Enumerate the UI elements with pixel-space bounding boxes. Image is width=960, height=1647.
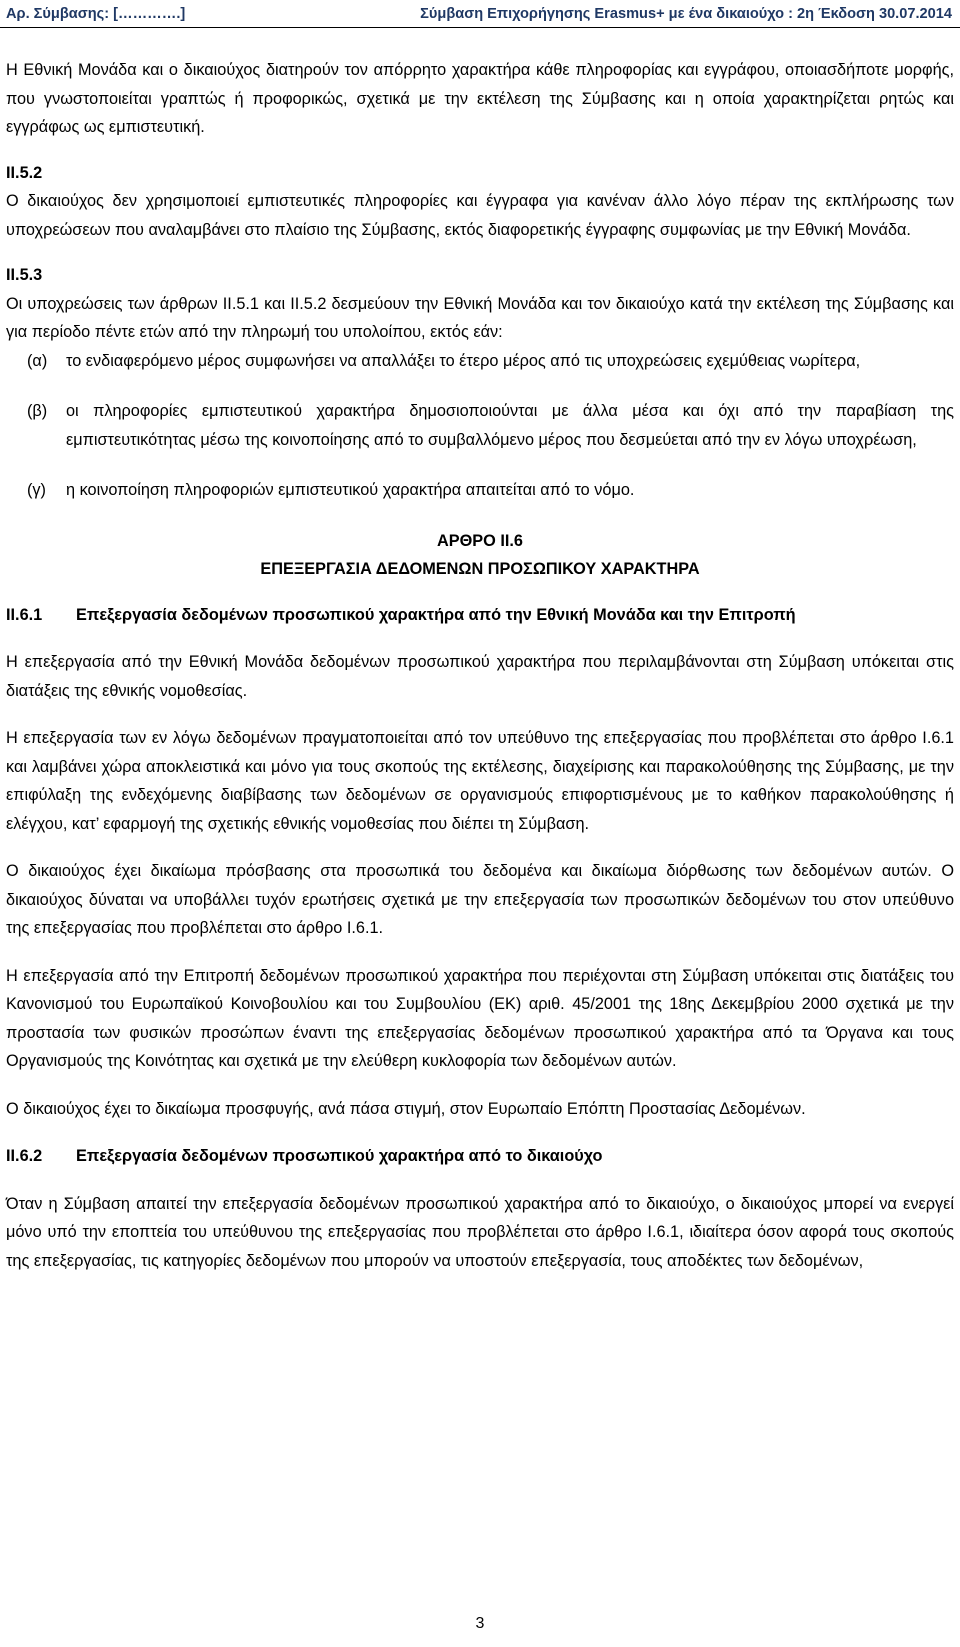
list-marker: (γ) xyxy=(27,481,46,499)
page-header xyxy=(0,0,960,28)
section-heading xyxy=(6,1142,954,1171)
article-title: ΕΠΕΞΕΡΓΑΣΙΑ ΔΕΔΟΜΕΝΩΝ ΠΡΟΣΩΠΙΚΟΥ ΧΑΡΑΚΤΗΡΑ xyxy=(260,560,700,578)
list-item xyxy=(6,347,954,376)
section-ii-5-3 xyxy=(6,261,954,505)
document-body xyxy=(6,56,954,1275)
section-title: Επεξεργασία δεδομένων προσωπικού χαρακτήρα από την Εθνική Μονάδα και την Επιτροπή xyxy=(76,605,796,624)
section-text: Ο δικαιούχος δεν χρησιμοποιεί εμπιστευτικές πληροφορίες και έγγραφα για κανέναν άλλο λόγο πέραν της εκπλήρωσης των υποχρεώσεων που αναλαμβάνει στο πλαίσιο της Σύμβασης, εκτός διαφορετικής έγγραφης συμφωνίας με την Εθνική Μονάδα. xyxy=(6,192,954,239)
list-text: το ενδιαφερόμενο μέρος συμφωνήσει να απαλλάξει το έτερο μέρος από τις υποχρεώσεις εχεμύθειας νωρίτερα, xyxy=(66,351,861,370)
paragraph: Η επεξεργασία των εν λόγω δεδομένων πραγματοποιείται από τον υπεύθυνο της επεξεργασίας που προβλέπεται στο άρθρο I.6.1 και λαμβάνει χώρα αποκλειστικά και μόνο για τους σκοπούς της εκτέλεσης, διαχείρισης και παρακολούθησης της Σύμβασης, με την επιφύλαξη της ενδεχόμενης διαβίβασης των δεδομένων σε οργανισμούς επιφορτισμένους με το καθήκον παρακολούθησης ή ελέγχου, κατ’ εφαρμογή της σχετικής εθνικής νομοθεσίας που διέπει τη Σύμβαση. xyxy=(6,729,954,833)
paragraph: Η επεξεργασία από την Εθνική Μονάδα δεδομένων προσωπικού χαρακτήρα που περιλαμβάνονται στη Σύμβαση υπόκειται στις διατάξεις της εθνικής νομοθεσίας. xyxy=(6,653,954,700)
page-number: 3 xyxy=(475,1615,485,1632)
article-number: ΑΡΘΡΟ II.6 xyxy=(437,531,523,550)
list-item xyxy=(6,476,954,505)
section-heading xyxy=(6,601,954,630)
list-text: η κοινοποίηση πληροφοριών εμπιστευτικού χαρακτήρα απαιτείται από το νόμο. xyxy=(66,481,635,499)
list-marker: (β) xyxy=(27,402,48,420)
list-marker: (α) xyxy=(27,351,48,370)
paragraph: Όταν η Σύμβαση απαιτεί την επεξεργασία δεδομένων προσωπικού χαρακτήρα από το δικαιούχο, ο δικαιούχος μπορεί να ενεργεί μόνο υπό την εποπτεία του υπεύθυνου της επεξεργασίας που προβλέπεται στο άρθρο I.6.1, ιδιαίτερα όσον αφορά τους σκοπούς της επεξεργασίας, τις κατηγορίες δεδομένων που μπορούν να υποστούν επεξεργασία, τους αποδέκτες των δεδομένων, xyxy=(6,1194,954,1270)
section-text: Οι υποχρεώσεις των άρθρων II.5.1 και II.5.2 δεσμεύουν την Εθνική Μονάδα και τον δικαιούχο κατά την εκτέλεση της Σύμβασης και για περίοδο πέντε ετών από την πληρωμή του υπολοίπου, εκτός εάν: xyxy=(6,294,954,341)
header-contract-number: Αρ. Σύμβασης: [………….] xyxy=(6,6,186,22)
intro-paragraph: Η Εθνική Μονάδα και ο δικαιούχος διατηρούν τον απόρρητο χαρακτήρα κάθε πληροφορίας και εγγράφου, οποιασδήποτε μορφής, που γνωστοποιείται γραπτώς ή προφορικώς, σχετικά με την εκτέλεση της Σύμβασης και η οποία χαρακτηρίζεται ρητώς και εγγράφως ως εμπιστευτική. xyxy=(6,61,954,136)
section-ii-6-1 xyxy=(6,601,954,1124)
section-number: II.6.2 xyxy=(6,1147,43,1165)
paragraph: Ο δικαιούχος έχει το δικαίωμα προσφυγής, ανά πάσα στιγμή, στον Ευρωπαίο Επόπτη Προστασίας Δεδομένων. xyxy=(6,1099,806,1118)
paragraph: Η επεξεργασία από την Επιτροπή δεδομένων προσωπικού χαρακτήρα που περιέχονται στη Σύμβαση υπόκειται στις διατάξεις του Κανονισμού του Ευρωπαϊκού Κοινοβουλίου και του Συμβουλίου (ΕΚ) αριθ. 45/2001 της 18ης Δεκεμβρίου 2000 σχετικά με την προστασία των φυσικών προσώπων έναντι της επεξεργασίας δεδομένων προσωπικού χαρακτήρα από τα Όργανα και τους Οργανισμούς της Κοινότητας και σχετικά με την ελεύθερη κυκλοφορία των δεδομένων αυτών. xyxy=(6,966,954,1070)
header-document-title: Σύμβαση Επιχορήγησης Erasmus+ με ένα δικαιούχο : 2η Έκδοση 30.07.2014 xyxy=(420,6,952,22)
section-number: II.5.3 xyxy=(6,266,43,284)
article-heading xyxy=(6,527,954,584)
section-title: Επεξεργασία δεδομένων προσωπικού χαρακτήρα από το δικαιούχο xyxy=(76,1147,603,1165)
list-item xyxy=(6,397,954,454)
list-text: οι πληροφορίες εμπιστευτικού χαρακτήρα δημοσιοποιούνται με άλλα μέσα και όχι από την παραβίαση της εμπιστευτικότητας μέσω της κοινοποίησης από το συμβαλλόμενο μέρος που δεσμεύεται από την εν λόγω υποχρέωση, xyxy=(66,402,954,449)
section-number: II.6.1 xyxy=(6,605,43,624)
section-ii-5-2 xyxy=(6,159,954,245)
section-number: II.5.2 xyxy=(6,163,43,182)
section-ii-6-2 xyxy=(6,1142,954,1275)
paragraph: Ο δικαιούχος έχει δικαίωμα πρόσβασης στα προσωπικά του δεδομένα και δικαίωμα διόρθωσης των δεδομένων αυτών. Ο δικαιούχος δύναται να υποβάλλει τυχόν ερωτήσεις σχετικά με την επεξεργασία των προσωπικών δεδομένων του στον υπεύθυνο της επεξεργασίας που προβλέπεται στο άρθρο I.6.1. xyxy=(6,862,954,937)
